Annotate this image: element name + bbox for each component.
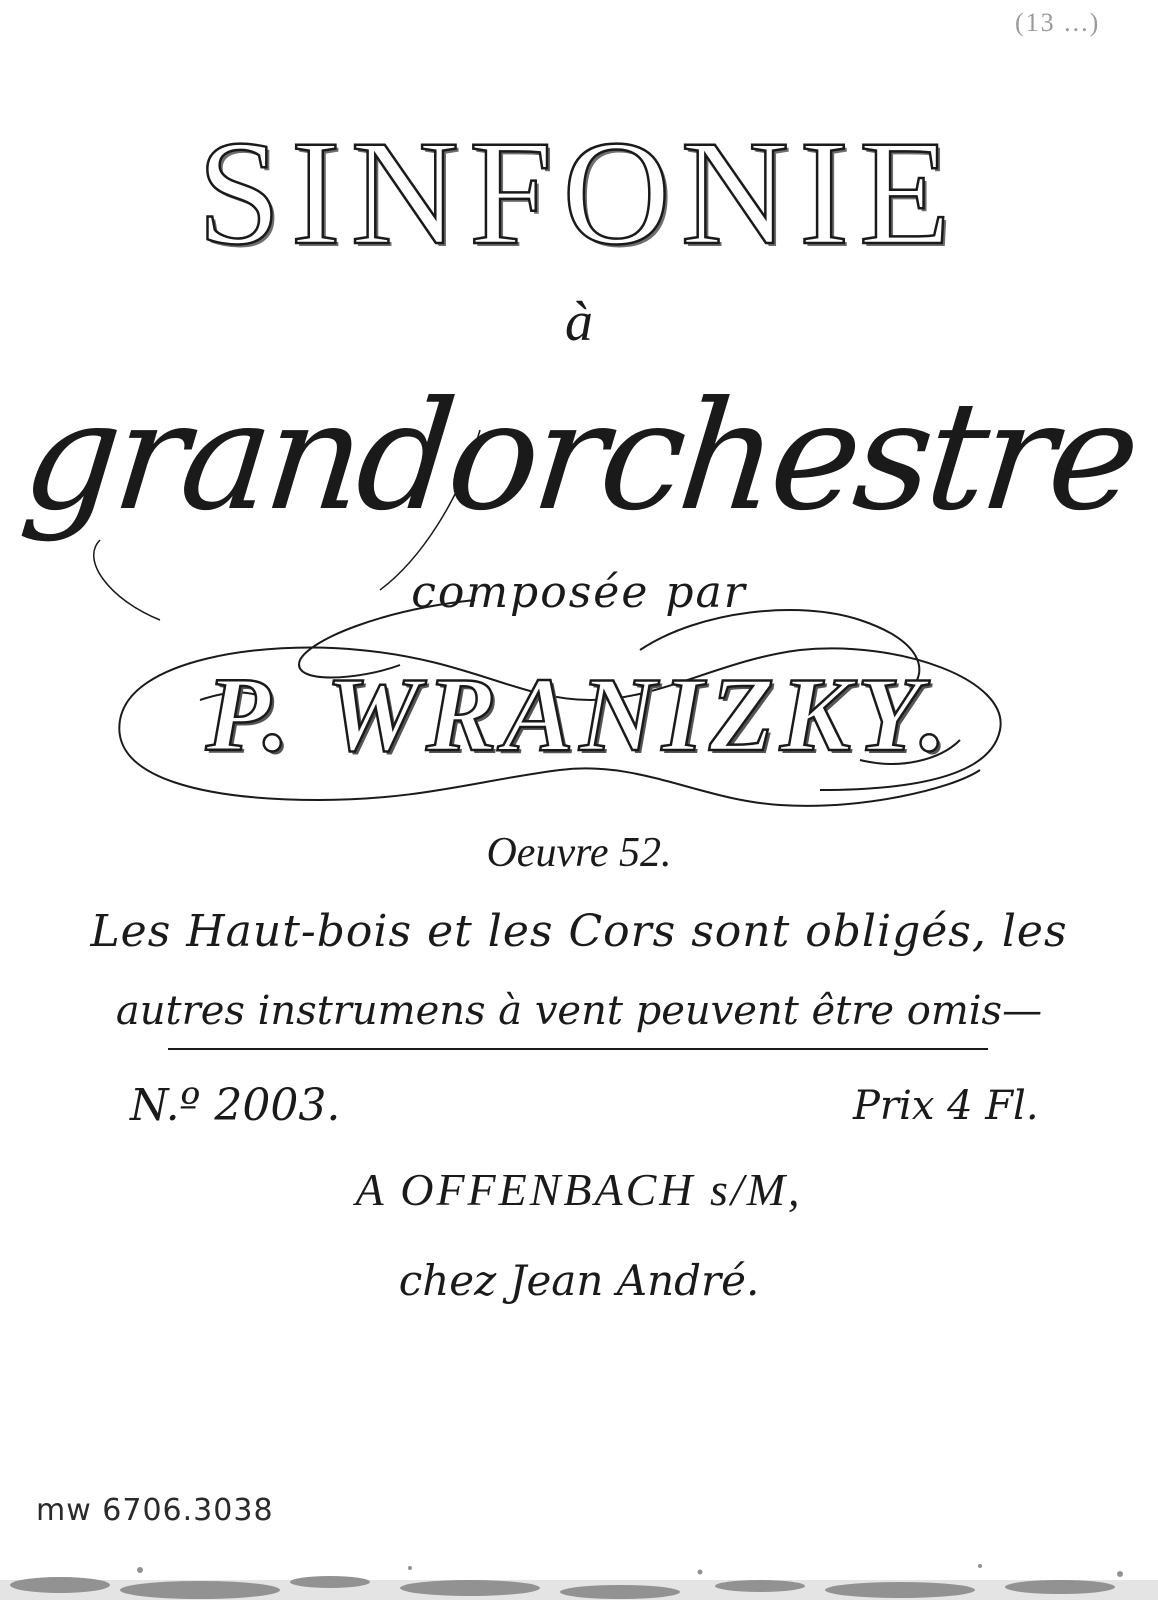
price: Prix 4 Fl.: [853, 1083, 1039, 1129]
corner-pencil-mark: (13 ...): [1015, 8, 1101, 37]
work-title: SINFONIE: [197, 110, 961, 276]
publication-place: A OFFENBACH s/M,: [355, 1164, 803, 1215]
divider-rule: [168, 1048, 988, 1050]
instrument-note-line-1: Les Haut-bois et les Cors sont obligés, les: [90, 906, 1068, 957]
page-edge-stain: [0, 1540, 1158, 1600]
composer-name: P. WRANIZKY.: [205, 656, 953, 773]
plate-number: N.º 2003.: [130, 1080, 341, 1131]
instrument-note-line-2: autres instrumens à vent peuvent être omis—: [115, 988, 1043, 1034]
opus-number: Oeuvre 52.: [486, 830, 672, 876]
composed-by-line: composée par: [411, 567, 747, 618]
preposition: à: [565, 291, 593, 353]
publisher: chez Jean André.: [398, 1256, 760, 1305]
library-shelfmark: mw 6706.3038: [36, 1493, 274, 1528]
ensemble-line: grandorchestre: [15, 370, 1143, 544]
